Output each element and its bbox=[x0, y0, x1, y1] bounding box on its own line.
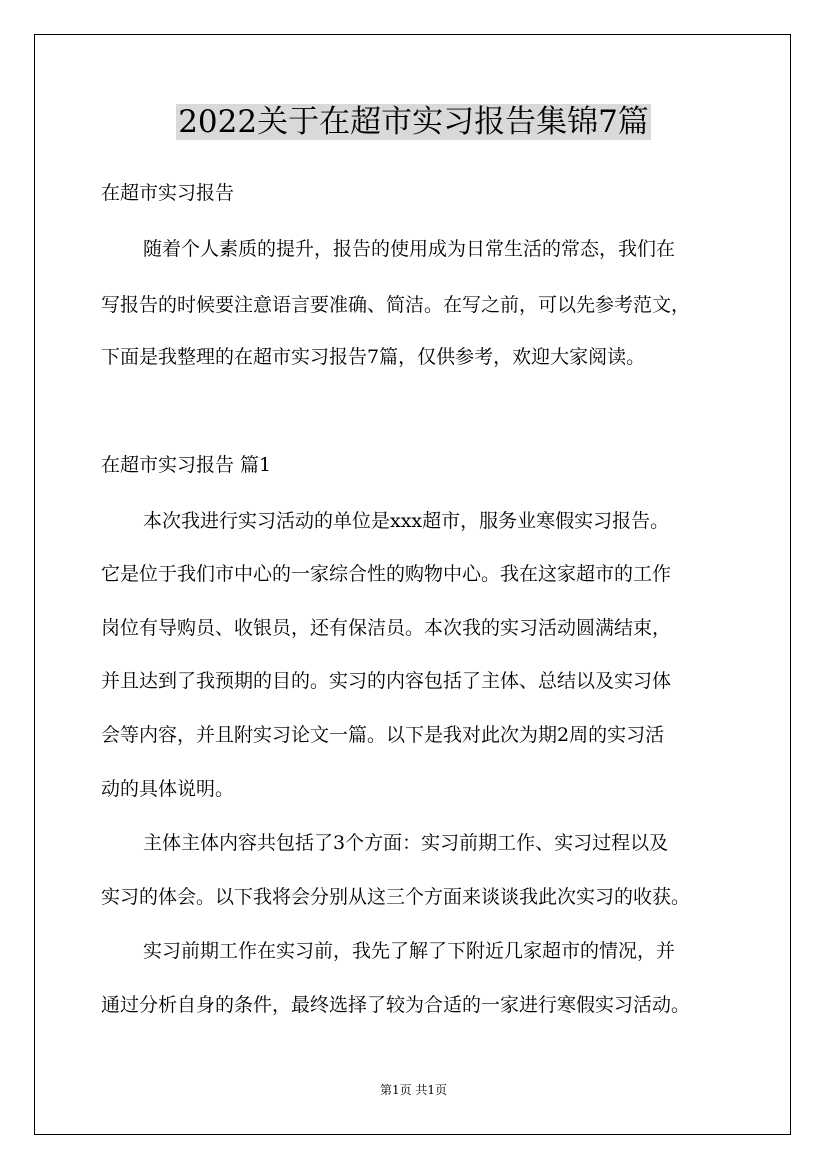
paragraph-line: 本次我进行实习活动的单位是xxx超市，服务业寒假实习报告。 bbox=[143, 510, 670, 532]
page-footer: 第1页 共1页 bbox=[379, 1083, 448, 1097]
document-title-text: 2022关于在超市实习报告集锦7篇 bbox=[178, 104, 649, 140]
paragraph-line: 动的具体说明。 bbox=[101, 778, 235, 800]
paragraph-line: 实习前期工作在实习前，我先了解了下附近几家超市的情况，并 bbox=[143, 940, 676, 962]
section-heading: 在超市实习报告 bbox=[101, 182, 235, 204]
intro-line: 下面是我整理的在超市实习报告7篇，仅供参考，欢迎大家阅读。 bbox=[101, 346, 646, 368]
part1-heading: 在超市实习报告 篇1 bbox=[101, 454, 272, 476]
intro-line: 写报告的时候要注意语言要准确、简洁。在写之前，可以先参考范文， bbox=[101, 294, 691, 316]
paragraph-line: 实习的体会。以下我将会分别从这三个方面来谈谈我此次实习的收获。 bbox=[101, 886, 691, 908]
document-title bbox=[0, 100, 827, 144]
paragraph-line: 它是位于我们市中心的一家综合性的购物中心。我在这家超市的工作 bbox=[101, 563, 672, 585]
paragraph-line: 主体主体内容共包括了3个方面：实习前期工作、实习过程以及 bbox=[143, 832, 669, 854]
paragraph-line: 并且达到了我预期的目的。实习的内容包括了主体、总结以及实习体 bbox=[101, 670, 672, 692]
intro-line: 随着个人素质的提升，报告的使用成为日常生活的常态，我们在 bbox=[143, 238, 676, 260]
paragraph-line: 通过分析自身的条件，最终选择了较为合适的一家进行寒假实习活动。 bbox=[101, 994, 691, 1016]
paragraph-line: 岗位有导购员、收银员，还有保洁员。本次我的实习活动圆满结束， bbox=[101, 617, 672, 639]
paragraph-line: 会等内容，并且附实习论文一篇。以下是我对此次为期2周的实习活 bbox=[101, 724, 665, 746]
